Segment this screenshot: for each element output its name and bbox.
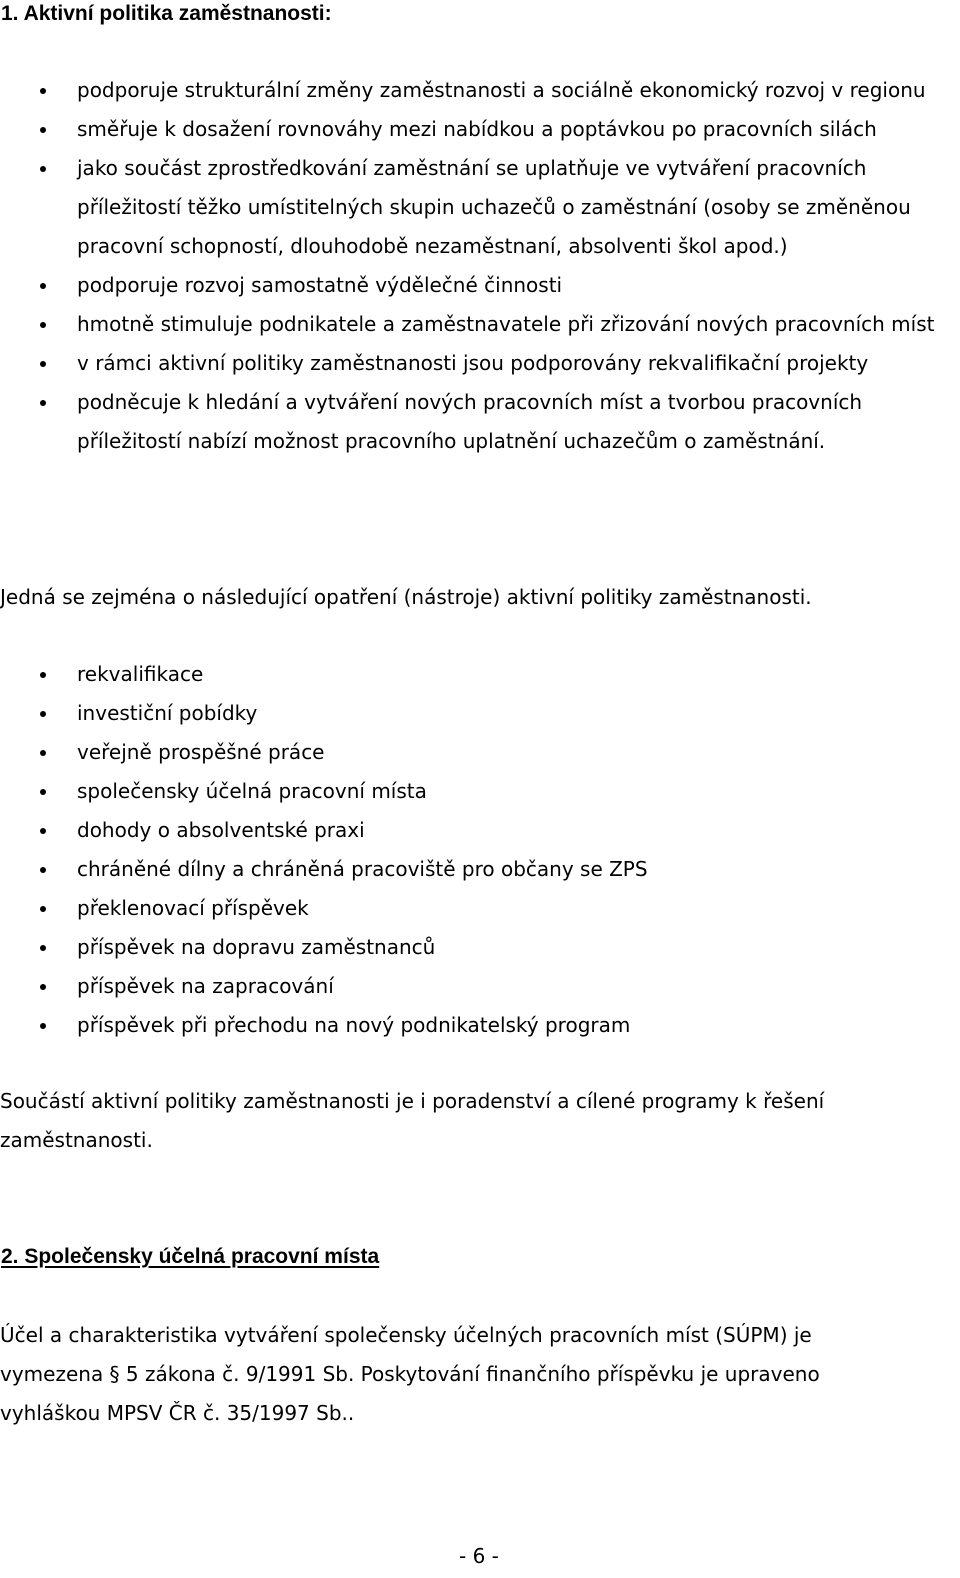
list-item — [0, 1006, 947, 1045]
list-item — [0, 967, 947, 1006]
bullet-icon — [40, 672, 46, 678]
list-item-text: příspěvek na zapracování — [77, 974, 334, 998]
list-item — [0, 305, 947, 344]
list-item-text: směřuje k dosažení rovnováhy mezi nabídkou a poptávkou po pracovních silách — [77, 117, 877, 141]
closing-paragraph: Součástí aktivní politiky zaměstnanosti je i poradenství a cílené programy k řešení zaměstnanosti. — [0, 1089, 825, 1152]
list-item-text: hmotně stimuluje podnikatele a zaměstnavatele při zřizování nových pracovních míst — [77, 312, 935, 336]
list-item — [0, 149, 947, 266]
list-item — [0, 889, 947, 928]
list-item-text: chráněné dílny a chráněná pracoviště pro občany se ZPS — [77, 857, 648, 881]
section-2-heading: 2. Společensky účelná pracovní místa — [1, 1245, 380, 1268]
list-item — [0, 772, 947, 811]
list-item-text: překlenovací příspěvek — [77, 896, 309, 920]
list-item-text: rekvalifikace — [77, 662, 204, 686]
bullet-icon — [40, 283, 46, 289]
list-item-text: podporuje rozvoj samostatně výdělečné činnosti — [77, 273, 563, 297]
list-item-text: příspěvek při přechodu na nový podnikatelský program — [77, 1013, 631, 1037]
bullet-icon — [40, 400, 46, 406]
bullet-icon — [40, 789, 46, 795]
section-2-paragraph: Účel a charakteristika vytváření společensky účelných pracovních míst (SÚPM) je vymezena § 5 zákona č. 9/1991 Sb. Poskytování finančního příspěvku je upraveno vyhláškou MPSV ČR č. 35/1997 Sb.. — [0, 1323, 820, 1425]
list-item-text: podněcuje k hledání a vytváření nových pracovních míst a tvorbou pracovních příležitostí nabízí možnost pracovního uplatnění uchazečům o zaměstnání. — [77, 390, 863, 453]
list-item-text: společensky účelná pracovní místa — [77, 779, 427, 803]
list-item — [0, 850, 947, 889]
list-item — [0, 928, 947, 967]
list-item — [0, 733, 947, 772]
list-item — [0, 811, 947, 850]
instruments-intro: Jedná se zejména o následující opatření (nástroje) aktivní politiky zaměstnanosti. — [0, 585, 812, 609]
bullet-icon — [40, 322, 46, 328]
policy-goals-list — [0, 71, 947, 461]
bullet-icon — [40, 166, 46, 172]
list-item — [0, 383, 947, 461]
list-item — [0, 266, 947, 305]
bullet-icon — [40, 945, 46, 951]
bullet-icon — [40, 127, 46, 133]
bullet-icon — [40, 750, 46, 756]
bullet-icon — [40, 1023, 46, 1029]
bullet-icon — [40, 88, 46, 94]
list-item-text: dohody o absolventské praxi — [77, 818, 365, 842]
list-item — [0, 655, 947, 694]
list-item — [0, 71, 947, 110]
list-item-text: podporuje strukturální změny zaměstnanosti a sociálně ekonomický rozvoj v regionu — [77, 78, 926, 102]
instruments-list — [0, 655, 947, 1045]
list-item — [0, 110, 947, 149]
list-item — [0, 694, 947, 733]
bullet-icon — [40, 828, 46, 834]
list-item — [0, 344, 947, 383]
bullet-icon — [40, 361, 46, 367]
list-item-text: příspěvek na dopravu zaměstnanců — [77, 935, 436, 959]
bullet-icon — [40, 867, 46, 873]
list-item-text: investiční pobídky — [77, 701, 258, 725]
page-number: - 6 - — [459, 1544, 499, 1568]
list-item-text: veřejně prospěšné práce — [77, 740, 325, 764]
bullet-icon — [40, 984, 46, 990]
bullet-icon — [40, 906, 46, 912]
section-1-heading: 1. Aktivní politika zaměstnanosti: — [1, 2, 332, 25]
list-item-text: jako součást zprostředkování zaměstnání se uplatňuje ve vytváření pracovních příležitostí těžko umístitelných skupin uchazečů o zaměstnání (osoby se změněnou pracovní schopností, dlouhodobě nezaměstnaní, absolventi škol apod.) — [77, 156, 911, 258]
list-item-text: v rámci aktivní politiky zaměstnanosti jsou podporovány rekvalifikační projekty — [77, 351, 869, 375]
bullet-icon — [40, 711, 46, 717]
